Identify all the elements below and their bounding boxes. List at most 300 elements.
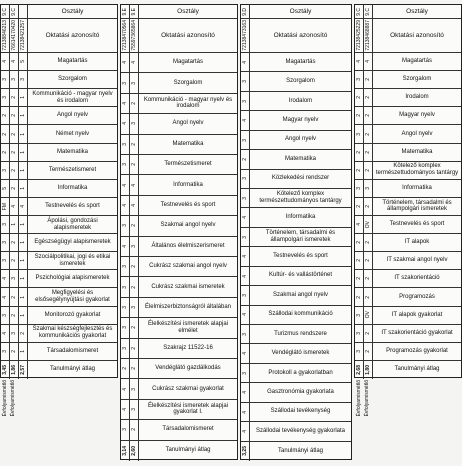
grade-value: 2 bbox=[355, 168, 362, 172]
grade-cell bbox=[355, 216, 364, 233]
subject-label-cell bbox=[250, 422, 351, 440]
grade-value: 3 bbox=[355, 186, 362, 190]
grade-cell bbox=[10, 89, 19, 106]
grade-value: 2 bbox=[10, 241, 17, 245]
subject-label-cell bbox=[139, 298, 237, 317]
grade-value: 3 bbox=[10, 78, 17, 82]
grade-value: 1 bbox=[19, 223, 26, 226]
class-value: 9.D bbox=[241, 7, 248, 16]
grade-cell bbox=[364, 53, 373, 70]
column-header: Oktatási azonosító bbox=[390, 31, 444, 39]
subject-label-cell bbox=[373, 361, 461, 379]
subject-tanulmanyi-atlag: Tanulmányi átlag bbox=[277, 447, 324, 454]
grade-value: 3 bbox=[130, 81, 137, 85]
grade-cell bbox=[130, 420, 139, 439]
subject-label-cell bbox=[373, 5, 461, 18]
grade-value: 4 bbox=[121, 387, 128, 391]
subject-kotelezo-komplex-termeszettudomanyos-tantargy: Kötelező komplex természettudományos tantárgy bbox=[259, 191, 342, 205]
grade-value: 2 bbox=[130, 346, 137, 350]
header-row bbox=[241, 19, 351, 53]
grade-cell bbox=[1, 53, 10, 70]
subject-row bbox=[121, 53, 237, 73]
grade-cell bbox=[10, 162, 19, 179]
subject-it-alapok: IT alapok bbox=[404, 239, 430, 246]
subject-row bbox=[355, 198, 461, 216]
grade-value: 2 bbox=[10, 96, 17, 100]
class-value: 9.C bbox=[355, 7, 362, 16]
grade-cell bbox=[1, 343, 10, 360]
grade-value: 4 bbox=[1, 295, 8, 299]
grade-cell bbox=[130, 298, 139, 317]
grade-value: 3 bbox=[121, 265, 128, 269]
student-id-value: 72138468887 bbox=[364, 20, 371, 51]
subject-label-cell bbox=[250, 92, 351, 110]
class-cell bbox=[19, 5, 28, 18]
subject-row bbox=[355, 144, 461, 162]
student-id-cell bbox=[364, 19, 373, 52]
grade-value: 2 bbox=[241, 157, 248, 161]
student-id-cell bbox=[10, 19, 19, 52]
grade-cell bbox=[10, 234, 19, 251]
grade-cell bbox=[241, 150, 250, 168]
grade-cell bbox=[10, 252, 19, 269]
grade-value: 2 bbox=[19, 331, 26, 335]
subject-row bbox=[121, 135, 237, 155]
grade-cell bbox=[19, 125, 28, 142]
subject-matematika: Matematika bbox=[401, 148, 433, 155]
grade-cell bbox=[19, 216, 28, 233]
grade-cell bbox=[241, 383, 250, 401]
grade-cell bbox=[241, 247, 250, 265]
class-value: 9.E bbox=[130, 7, 137, 16]
subject-kultur-es-vallastortenet: Kultúr- és vallástörténet bbox=[268, 272, 333, 279]
grade-cell bbox=[19, 252, 28, 269]
grade-value: 4 bbox=[10, 60, 17, 63]
subject-label-cell bbox=[373, 19, 461, 52]
subject-angol-nyelv: Angol nyelv bbox=[284, 136, 317, 143]
header-row bbox=[1, 5, 117, 19]
subject-tanulmanyi-atlag: Tanulmányi átlag bbox=[165, 447, 211, 454]
column-header: Osztály bbox=[177, 7, 199, 15]
grade-cell bbox=[10, 144, 19, 161]
subject-pszichologiai-alapismeretek: Pszichológiai alapismeretek bbox=[35, 275, 110, 282]
grade-value: 2 bbox=[355, 259, 362, 263]
grade-value: 3 bbox=[130, 306, 137, 309]
subject-label-cell bbox=[28, 5, 117, 18]
subject-row bbox=[241, 208, 351, 227]
subject-it-alapok-gyakorlat: IT alapok gyakorlat bbox=[391, 311, 443, 318]
subject-label-cell bbox=[139, 53, 237, 72]
subject-row bbox=[1, 71, 117, 89]
grade-cell bbox=[241, 170, 250, 188]
grade-cell bbox=[355, 307, 364, 324]
subject-row bbox=[1, 270, 117, 288]
grade-cell bbox=[10, 288, 19, 305]
class-value: 9.C bbox=[364, 7, 371, 16]
grade-cell bbox=[130, 175, 139, 194]
grade-cell bbox=[130, 114, 139, 133]
subject-kommunikacio-magyar-nyelv-es-irodalom: Kommunikáció - magyar nyelv és irodalom bbox=[32, 90, 113, 104]
grade-value: 2,57 bbox=[19, 365, 26, 375]
grade-value: 2 bbox=[10, 168, 17, 172]
subject-row bbox=[121, 400, 237, 420]
class-value: 9.E bbox=[121, 7, 128, 16]
grade-cell bbox=[355, 288, 364, 305]
subject-row bbox=[355, 53, 461, 71]
subject-label-cell bbox=[139, 339, 237, 358]
grade-value: 2 bbox=[355, 205, 362, 208]
grade-value: 3 bbox=[355, 349, 362, 353]
subject-label-cell bbox=[139, 318, 237, 337]
subject-label-cell bbox=[139, 19, 237, 52]
grade-value: 3 bbox=[121, 428, 128, 432]
subject-matematika: Matematika bbox=[284, 155, 316, 162]
subject-label-cell bbox=[28, 144, 117, 161]
grade-value: 4 bbox=[121, 244, 128, 248]
grade-value: 1,80 bbox=[364, 365, 371, 375]
grade-value: 2 bbox=[130, 428, 137, 432]
subject-label-cell bbox=[139, 135, 237, 154]
grade-cell bbox=[130, 155, 139, 174]
student-id-value: 72138473163 bbox=[241, 20, 248, 51]
grade-value: 4 bbox=[241, 119, 248, 122]
grade-cell bbox=[355, 270, 364, 287]
subject-label-cell bbox=[139, 277, 237, 296]
class-cell bbox=[241, 5, 250, 18]
grade-cell bbox=[364, 198, 373, 215]
grade-value: 3,14 bbox=[121, 445, 128, 456]
grade-value: 2 bbox=[355, 241, 362, 245]
grade-cell bbox=[121, 441, 130, 461]
subject-row bbox=[121, 216, 237, 236]
grade-value: 1 bbox=[19, 96, 26, 100]
subject-label-cell bbox=[139, 441, 237, 461]
grade-value: 3 bbox=[130, 244, 137, 248]
subject-label-cell bbox=[139, 155, 237, 174]
grade-value: 3 bbox=[121, 346, 128, 350]
subject-testneveles-es-sport: Testnevelés és sport bbox=[160, 202, 216, 209]
subject-label-cell bbox=[139, 94, 237, 113]
grade-sheet-2 bbox=[120, 4, 238, 460]
subject-label-cell bbox=[373, 307, 461, 324]
subject-angol-nyelv: Angol nyelv bbox=[172, 120, 204, 127]
student-id-value: 72138846213 bbox=[1, 20, 8, 51]
grade-cell bbox=[1, 252, 10, 269]
column-header: Oktatási azonosító bbox=[273, 31, 328, 39]
student-id-cell bbox=[130, 19, 139, 52]
grade-cell bbox=[355, 252, 364, 269]
grade-value: 4 bbox=[355, 223, 362, 226]
subject-row bbox=[121, 359, 237, 379]
subject-angol-nyelv: Angol nyelv bbox=[401, 130, 433, 137]
grade-value: 3 bbox=[1, 241, 8, 245]
grade-cell bbox=[355, 180, 364, 197]
grade-cell bbox=[241, 228, 250, 246]
grade-cell bbox=[241, 344, 250, 362]
grade-value: 2 bbox=[355, 96, 362, 100]
subject-label-cell bbox=[250, 111, 351, 129]
student-id-cell bbox=[1, 19, 10, 52]
grade-cell bbox=[364, 252, 373, 269]
subject-label-cell bbox=[250, 19, 351, 52]
grade-cell bbox=[19, 162, 28, 179]
grade-value: 4 bbox=[121, 102, 128, 105]
subject-vendeglato-ismeretek: Vendéglátó ismeretek bbox=[271, 350, 330, 357]
column-header: Osztály bbox=[61, 7, 84, 15]
subject-nemet-nyelv: Német nyelv bbox=[55, 130, 90, 137]
subject-label-cell bbox=[28, 198, 117, 215]
grade-value: 3 bbox=[355, 313, 362, 317]
student-id-cell bbox=[241, 19, 250, 52]
grade-cell bbox=[364, 307, 373, 324]
subject-label-cell bbox=[139, 5, 237, 18]
subject-label-cell bbox=[250, 344, 351, 362]
grade-value: 3 bbox=[121, 326, 128, 330]
subject-label-cell bbox=[373, 270, 461, 287]
column-header: Oktatási azonosító bbox=[161, 31, 215, 39]
grade-value: 2 bbox=[10, 349, 17, 353]
grade-cell bbox=[130, 135, 139, 154]
subject-row bbox=[355, 216, 461, 234]
subject-row bbox=[121, 175, 237, 195]
subject-label-cell bbox=[139, 73, 237, 92]
grade-cell bbox=[10, 53, 19, 70]
grade-value: 3 bbox=[121, 306, 128, 309]
grade-cell bbox=[121, 216, 130, 235]
grade-value: 4 bbox=[130, 183, 137, 187]
subject-row bbox=[1, 89, 117, 107]
grade-value: 2 bbox=[355, 114, 362, 118]
class-cell bbox=[355, 5, 364, 18]
class-cell bbox=[121, 5, 130, 18]
subject-cukrasz-szakmai-angol-nyelv: Cukrász szakmai angol nyelv bbox=[149, 263, 227, 270]
grade-value: 2 bbox=[130, 224, 137, 228]
subject-label-cell bbox=[28, 325, 117, 342]
subject-label-cell bbox=[373, 234, 461, 251]
grade-cell bbox=[364, 107, 373, 124]
subject-egeszsegugyi-alapismeretek: Egészségügyi alapismeretek bbox=[34, 239, 111, 246]
repeat-year-note: Évfolyamismétlő bbox=[10, 380, 16, 417]
grade-cell bbox=[121, 420, 130, 439]
subject-row bbox=[241, 383, 351, 402]
subject-elelmiszerbiztonsagrol-altalaban: Élelmiszerbiztonságról általában bbox=[144, 304, 232, 311]
grade-cell bbox=[1, 107, 10, 124]
subject-row bbox=[355, 162, 461, 180]
grade-value: 3 bbox=[121, 163, 128, 167]
grade-value: 4 bbox=[355, 60, 362, 63]
grade-cell bbox=[121, 155, 130, 174]
subject-label-cell bbox=[373, 216, 461, 233]
class-cell bbox=[364, 5, 373, 18]
grade-value: 2 bbox=[10, 114, 17, 118]
subject-label-cell bbox=[28, 361, 117, 379]
grade-value: 3 bbox=[1, 168, 8, 172]
subject-label-cell bbox=[139, 420, 237, 439]
grade-value: 2 bbox=[130, 163, 137, 167]
grade-cell bbox=[130, 379, 139, 398]
subject-label-cell bbox=[250, 228, 351, 246]
subject-label-cell bbox=[28, 180, 117, 197]
grade-cell bbox=[19, 361, 28, 379]
grade-cell bbox=[1, 361, 10, 379]
grade-value: 4 bbox=[241, 274, 248, 278]
grade-value: 3 bbox=[1, 78, 8, 82]
subject-gasztronomia-gyakorlata: Gasztronómia gyakorlata bbox=[267, 389, 334, 396]
subject-magyar-nyelv: Magyar nyelv bbox=[399, 112, 435, 119]
grade-value: 2 bbox=[364, 277, 371, 281]
grade-cell bbox=[364, 162, 373, 179]
subject-row bbox=[1, 325, 117, 343]
grade-cell bbox=[130, 73, 139, 92]
grade-cell bbox=[121, 94, 130, 113]
grade-cell bbox=[19, 234, 28, 251]
grade-cell bbox=[241, 92, 250, 110]
subject-row bbox=[241, 325, 351, 344]
grade-value: 3 bbox=[241, 332, 248, 336]
grade-value: 2,60 bbox=[130, 445, 137, 456]
subject-magatartas: Magatartás bbox=[401, 58, 432, 65]
grade-value: 3 bbox=[1, 313, 8, 317]
grade-value: 3 bbox=[121, 224, 128, 228]
subject-tanulmanyi-atlag: Tanulmányi átlag bbox=[394, 366, 440, 373]
grade-cell bbox=[355, 343, 364, 360]
subject-informatika: Informatika bbox=[173, 181, 203, 188]
grade-sheet-3 bbox=[240, 4, 352, 460]
grade-cell bbox=[10, 361, 19, 379]
subject-row bbox=[121, 196, 237, 216]
grade-value: 3,45 bbox=[1, 365, 8, 375]
subject-szakmai-angol-nyelv: Szakmai angol nyelv bbox=[272, 291, 329, 298]
grade-value: 1 bbox=[19, 114, 26, 118]
student-id-cell bbox=[355, 19, 364, 52]
subject-label-cell bbox=[250, 5, 351, 18]
subject-it-szakorientacio: IT szakorientáció bbox=[394, 275, 440, 282]
subject-label-cell bbox=[28, 125, 117, 142]
subject-label-cell bbox=[28, 53, 117, 70]
grade-value: 2 bbox=[10, 313, 17, 317]
subject-label-cell bbox=[250, 170, 351, 188]
grade-value: 2 bbox=[364, 205, 371, 208]
grade-cell bbox=[130, 339, 139, 358]
subject-row bbox=[355, 270, 461, 288]
subject-row bbox=[355, 71, 461, 89]
subject-row bbox=[121, 339, 237, 359]
subject-row bbox=[1, 252, 117, 270]
grade-cell bbox=[1, 144, 10, 161]
subject-row bbox=[121, 237, 237, 257]
header-row bbox=[355, 5, 461, 19]
grade-value: 4 bbox=[121, 408, 128, 411]
grade-value: 2 bbox=[364, 295, 371, 299]
subject-label-cell bbox=[28, 343, 117, 360]
grade-cell bbox=[121, 400, 130, 419]
grade-cell bbox=[355, 361, 364, 379]
grade-value: 4 bbox=[241, 60, 248, 64]
grade-value: 4 bbox=[241, 313, 248, 317]
grade-value: 2 bbox=[10, 295, 17, 299]
grade-value: 3 bbox=[355, 132, 362, 136]
grade-cell bbox=[364, 125, 373, 142]
grade-cell bbox=[19, 71, 28, 88]
grade-value: OV bbox=[364, 311, 371, 319]
grade-value: 1 bbox=[19, 186, 26, 190]
grade-value: 2 bbox=[355, 295, 362, 299]
subject-tortenelem-tarsadalmi-es-allampolgari-ismeretek: Történelem, társadalmi és állampolgári ismeretek bbox=[265, 230, 336, 244]
subject-magatartas: Magatartás bbox=[285, 58, 316, 65]
grade-cell bbox=[19, 343, 28, 360]
grade-value: 3 bbox=[241, 196, 248, 200]
subject-row bbox=[121, 73, 237, 93]
grade-value: 2 bbox=[364, 259, 371, 263]
subject-label-cell bbox=[28, 307, 117, 324]
grade-value: 2 bbox=[130, 102, 137, 105]
grade-cell bbox=[130, 257, 139, 276]
grade-cell bbox=[364, 180, 373, 197]
subject-testneveles-es-sport: Testnevelés és sport bbox=[273, 253, 328, 260]
grade-cell bbox=[19, 89, 28, 106]
class-cell bbox=[130, 5, 139, 18]
grade-cell bbox=[241, 53, 250, 71]
subject-label-cell bbox=[139, 114, 237, 133]
subject-label-cell bbox=[250, 403, 351, 421]
grade-value: 3 bbox=[1, 96, 8, 100]
grade-value: 2 bbox=[10, 132, 17, 136]
subject-label-cell bbox=[373, 288, 461, 305]
subject-tarsadalomismeret: Társadalomismeret bbox=[46, 347, 99, 354]
grade-value: 1,86 bbox=[10, 365, 17, 375]
subject-label-cell bbox=[139, 175, 237, 194]
grade-value: 3 bbox=[121, 285, 128, 289]
grade-value: 3 bbox=[10, 277, 17, 281]
subject-row bbox=[241, 53, 351, 72]
subject-row bbox=[121, 257, 237, 277]
subject-row bbox=[121, 155, 237, 175]
grade-cell bbox=[241, 325, 250, 343]
student-id-cell bbox=[19, 19, 28, 52]
subject-termeszetismeret: Természetismeret bbox=[48, 166, 97, 173]
grade-cell bbox=[121, 196, 130, 215]
subject-row bbox=[355, 125, 461, 143]
grade-value: 3 bbox=[241, 138, 248, 142]
subject-angol-nyelv: Angol nyelv bbox=[56, 112, 89, 119]
column-header: Osztály bbox=[406, 7, 428, 15]
repeat-year-note: Évfolyamismétlő bbox=[364, 380, 370, 417]
grade-cell bbox=[355, 125, 364, 142]
subject-row bbox=[1, 180, 117, 198]
grade-value: 3 bbox=[10, 331, 17, 335]
subject-informatika: Informatika bbox=[285, 214, 316, 221]
grade-cell bbox=[1, 162, 10, 179]
grade-value: 4 bbox=[1, 331, 8, 335]
grade-value: 2 bbox=[130, 142, 137, 146]
grade-cell bbox=[1, 216, 10, 233]
subject-label-cell bbox=[250, 131, 351, 149]
grade-value: 3 bbox=[130, 387, 137, 391]
subject-label-cell bbox=[373, 343, 461, 360]
subject-row bbox=[241, 267, 351, 286]
subject-row bbox=[1, 234, 117, 252]
grade-value: 2 bbox=[364, 150, 371, 154]
grade-value: 5 bbox=[1, 186, 8, 190]
grade-value: 1 bbox=[19, 168, 26, 172]
subject-label-cell bbox=[28, 270, 117, 287]
subject-label-cell bbox=[373, 198, 461, 215]
student-id-value: 72138425229 bbox=[355, 20, 362, 51]
grade-cell bbox=[121, 339, 130, 358]
grade-sheet-1 bbox=[0, 4, 118, 378]
subject-label-cell bbox=[250, 208, 351, 226]
subject-row bbox=[241, 228, 351, 247]
